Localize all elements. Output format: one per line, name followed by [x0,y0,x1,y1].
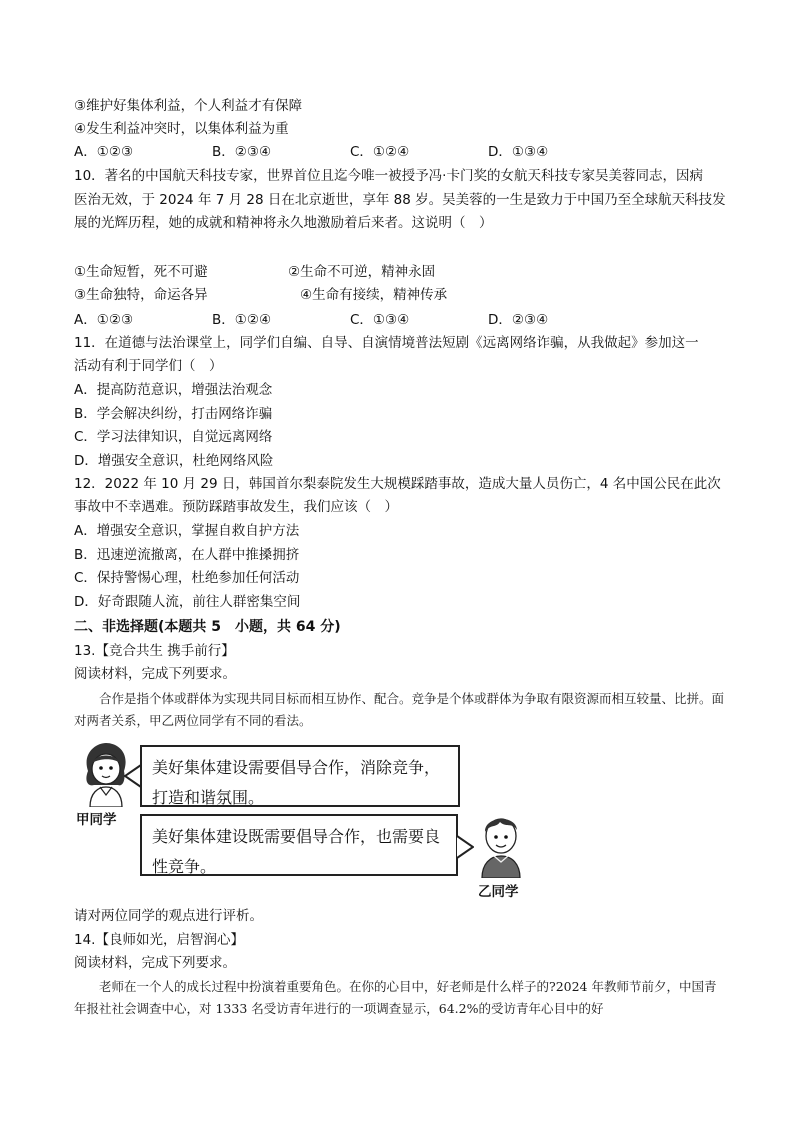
q10-stem-line1: 10．著名的中国航天科技专家，世界首位且迄今唯一被授予冯·卡门奖的女航天科技专家吴美蓉同志，因病 [74,168,703,184]
speech-bubble-a: 美好集体建设需要倡导合作，消除竞争，打造和谐氛围。 [140,745,460,807]
q11-stem-line1: 11．在道德与法治课堂上，同学们自编、自导、自演情境普法短剧《远离网络诈骗，从我做起》参加这一 [74,335,699,351]
q11-choice-a: A．提高防范意识，增强法治观念 [74,382,273,398]
q10-choice-b: B．①②④ [212,312,272,328]
q14-instruction: 阅读材料，完成下列要求。 [74,955,236,971]
q9-choice-d: D．①③④ [488,144,549,160]
boy-student-illustration [472,810,530,878]
q9-option-3: ③维护好集体利益，个人利益才有保障 [74,98,303,114]
q11-stem-line2: 活动有利于同学们（ ） [74,358,223,374]
q13-question: 请对两位同学的观点进行评析。 [74,908,263,924]
q13-instruction: 阅读材料，完成下列要求。 [74,666,236,682]
q10-stem-line3: 展的光辉历程，她的成就和精神将永久地激励着后来者。这说明（ ） [74,215,493,231]
q10-choice-c: C．①③④ [350,312,410,328]
q9-choice-c: C．①②④ [350,144,410,160]
q11-choice-c: C．学习法律知识，自觉远离网络 [74,429,273,445]
q12-stem-line1: 12．2022 年 10 月 29 日，韩国首尔梨泰院发生大规模踩踏事故，造成大量人员伤亡，4 名中国公民在此次 [74,476,721,492]
q10-choice-a: A．①②③ [74,312,134,328]
q10-option-2: ②生命不可逆，精神永固 [288,264,436,280]
q12-choice-c: C．保持警惕心理，杜绝参加任何活动 [74,570,300,586]
q13-material: 合作是指个体或群体为实现共同目标而相互协作、配合。竞争是个体或群体为争取有限资源而相互较量、比拼。面对两者关系，甲乙两位同学有不同的看法。 [74,691,725,728]
q11-choice-b: B．学会解决纠纷，打击网络诈骗 [74,406,273,422]
q14-material: 老师在一个人的成长过程中扮演着重要角色。在你的心目中，好老师是什么样子的?2024 年教师节前夕，中国青年报社社会调查中心，对 1333 名受访青年进行的一项调查显示，64.2%的受访青年心目中的好 [74,979,717,1016]
q12-stem-line2: 事故中不幸遇难。预防踩踏事故发生，我们应该（ ） [74,499,398,515]
q13-title: 13.【竞合共生 携手前行】 [74,643,235,659]
section-2-title: 二、非选择题(本题共 5 小题，共 64 分) [74,619,341,635]
q9-choice-b: B．②③④ [212,144,272,160]
q12-choice-a: A．增强安全意识，掌握自救自护方法 [74,523,300,539]
q10-option-3: ③生命独特，命运各异 [74,287,208,303]
q10-option-1: ①生命短暂，死不可避 [74,264,208,280]
q10-choice-d: D．②③④ [488,312,549,328]
student-a-caption: 甲同学 [76,812,117,828]
q12-choice-d: D．好奇跟随人流，前往人群密集空间 [74,594,301,610]
q11-choice-d: D．增强安全意识，杜绝网络风险 [74,453,274,469]
q9-choice-a: A．①②③ [74,144,134,160]
q10-stem-line2: 医治无效，于 2024 年 7 月 28 日在北京逝世，享年 88 岁。吴美蓉的一生是致力于中国乃至全球航天科技发 [74,192,726,208]
student-b-caption: 乙同学 [478,884,519,900]
q10-option-4: ④生命有接续，精神传承 [300,287,448,303]
q12-choice-b: B．迅速逆流撤离，在人群中推搡拥挤 [74,547,300,563]
q9-option-4: ④发生利益冲突时，以集体利益为重 [74,121,289,137]
q14-title: 14.【良师如光，启智润心】 [74,932,244,948]
speech-bubble-b: 美好集体建设既需要倡导合作，也需要良性竞争。 [140,814,458,876]
